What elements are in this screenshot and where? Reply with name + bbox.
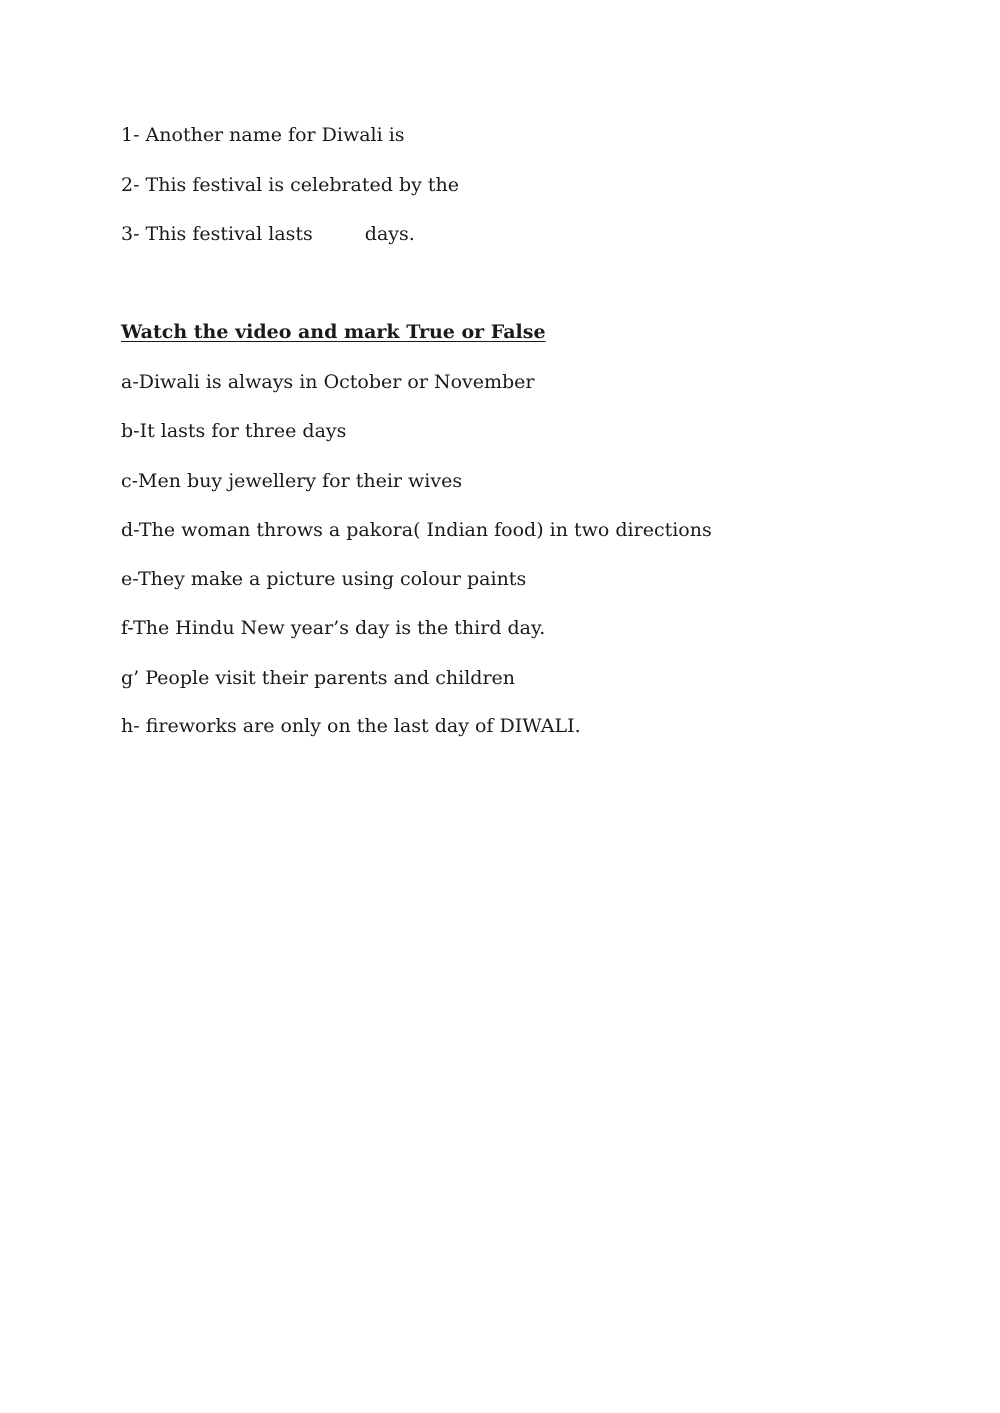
true-false-item-g: g’ People visit their parents and children: [121, 667, 516, 689]
true-false-item-d: d-The woman throws a pakora( Indian food) in two directions: [121, 519, 712, 541]
true-false-heading: Watch the video and mark True or False: [121, 321, 546, 343]
fill-in-question-3: [121, 222, 415, 246]
true-false-item-c: c-Men buy jewellery for their wives: [121, 470, 463, 492]
fill-in-question-3-after: days.: [364, 223, 415, 245]
fill-in-question-1: 1- Another name for Diwali is: [121, 124, 405, 146]
true-false-item-f: f-The Hindu New year’s day is the third day.: [121, 617, 546, 639]
true-false-item-b: b-It lasts for three days: [121, 420, 347, 442]
true-false-item-e: e-They make a picture using colour paints: [121, 568, 527, 590]
fill-in-question-3-before: 3- This festival lasts: [121, 223, 313, 245]
true-false-item-h: h- fireworks are only on the last day of DIWALI.: [121, 715, 581, 737]
fill-in-question-2: 2- This festival is celebrated by the: [121, 174, 460, 196]
true-false-item-a: a-Diwali is always in October or November: [121, 371, 535, 393]
